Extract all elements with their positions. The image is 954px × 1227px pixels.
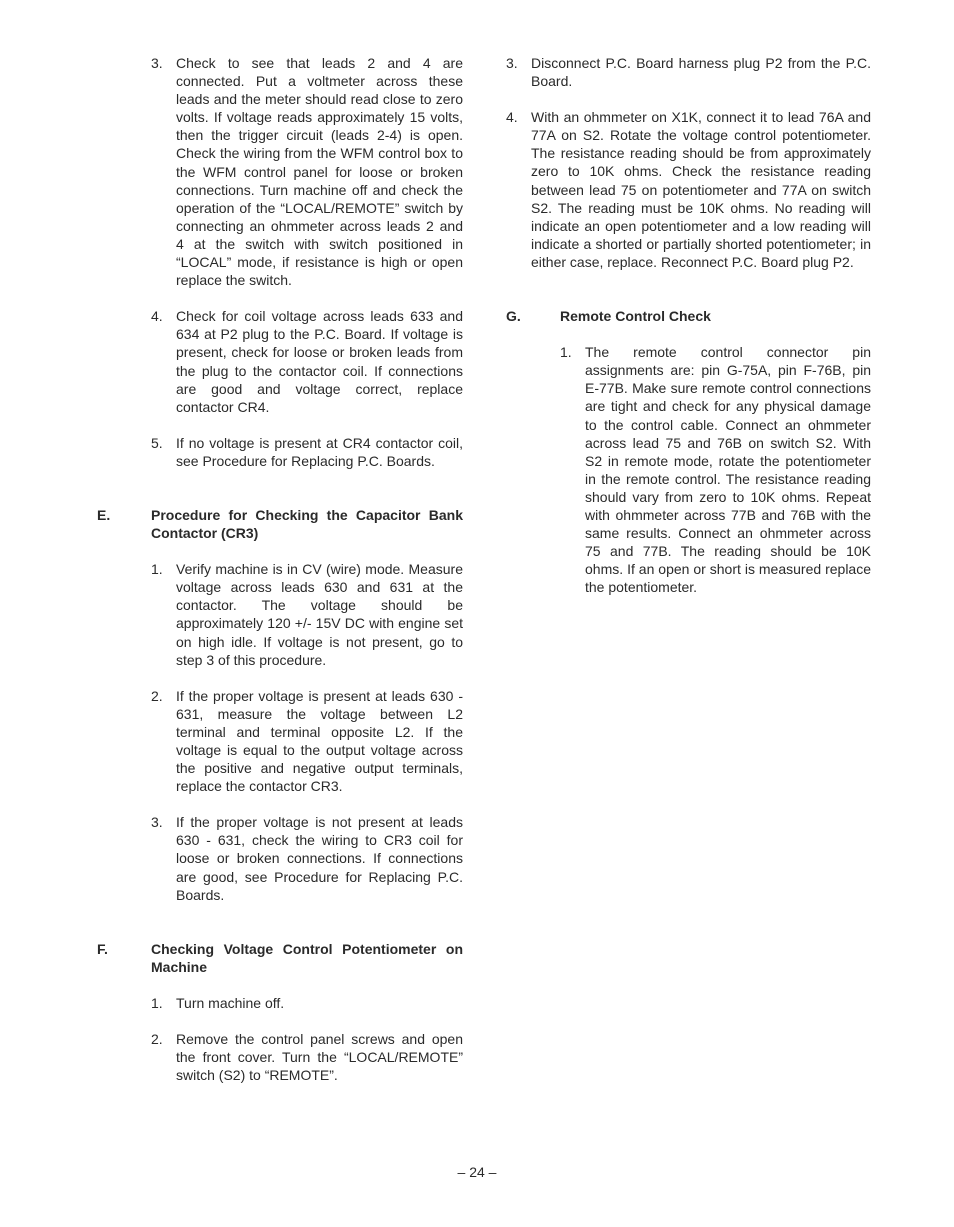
item-number: 2. <box>151 1031 163 1048</box>
list-item <box>506 108 871 271</box>
item-number: 1. <box>560 344 572 361</box>
item-text: The remote control connector pin assignments are: pin G-75A, pin F-76B, pin E-77B. Make sure remote control connections are tight and check for any physical damage to the control cable. Connect an ohmmeter across lead 75 and 76B on switch S2. With S2 in remote mode, rotate the potentiometer in the remote control. The resistance reading should vary from zero to 10K ohms. Repeat with ohmmeter across 77B and 76B with the same results. Connect an ohmmeter across 75 and 77B. The reading should be 10K ohms. If an open or short is measured replace the potentiometer. <box>585 344 871 596</box>
list-item <box>151 560 463 669</box>
list-item <box>151 813 463 903</box>
item-number: 5. <box>151 434 163 451</box>
list-item <box>151 434 463 470</box>
item-text: Verify machine is in CV (wire) mode. Measure voltage across leads 630 and 631 at the contactor. The voltage should be approximately 120 +/- 15V DC with engine set on high idle. If voltage is not present, go to step 3 of this procedure. <box>176 561 463 668</box>
list-item <box>506 54 871 90</box>
item-text: If no voltage is present at CR4 contactor coil, see Procedure for Replacing P.C. Boards. <box>176 434 463 469</box>
item-number: 1. <box>151 994 163 1011</box>
page-number: – 24 – <box>457 1164 497 1180</box>
item-number: 4. <box>506 109 518 126</box>
item-text: Remove the control panel screws and open the front cover. Turn the “LOCAL/REMOTE” switch (S2) to “REMOTE”. <box>176 1031 463 1084</box>
list-item <box>151 54 463 289</box>
item-number: 3. <box>151 55 163 71</box>
list-item <box>151 687 463 796</box>
item-text: With an ohmmeter on X1K, connect it to lead 76A and 77A on S2. Rotate the voltage control potentiometer. The resistance reading should be from approximately zero to 10K ohms. Check the resistance reading between lead 75 on potentiometer and 77A on switch S2. The reading must be 10K ohms. No reading will indicate an open potentiometer and a low reading will indicate a shorted or partially shorted potentiometer; in either case, replace. Reconnect P.C. Board plug P2. <box>531 109 871 270</box>
section-heading-f <box>97 940 463 976</box>
item-text: If the proper voltage is present at leads 630 - 631, measure the voltage between L2 terminal and terminal opposite L2. If the voltage is equal to the output voltage across the positive and negative output terminals, replace the contactor CR3. <box>176 687 463 795</box>
section-title: Procedure for Checking the Capacitor Bank Contactor (CR3) <box>151 506 463 542</box>
item-text: If the proper voltage is not present at leads 630 - 631, check the wiring to CR3 coil for loose or broken connections. If connections are good, see Procedure for Replacing P.C. Boards. <box>176 814 463 903</box>
item-number: 1. <box>151 561 163 578</box>
section-heading-e <box>97 506 463 542</box>
item-text: Disconnect P.C. Board harness plug P2 from the P.C. Board. <box>531 55 871 90</box>
list-item <box>151 1030 463 1084</box>
section-heading-g <box>506 307 871 325</box>
list-item <box>560 343 871 596</box>
section-letter: G. <box>506 308 521 325</box>
item-number: 4. <box>151 308 163 325</box>
section-letter: E. <box>97 506 111 523</box>
section-title: Checking Voltage Control Potentiometer on Machine <box>151 940 463 975</box>
section-title: Remote Control Check <box>560 308 711 325</box>
item-text: Check for coil voltage across leads 633 and 634 at P2 plug to the P.C. Board. If voltage is present, check for loose or broken leads from the plug to the contactor coil. If connections are good and voltage correct, replace contactor CR4. <box>176 308 463 415</box>
item-text: Check to see that leads 2 and 4 are connected. Put a voltmeter across these leads and the meter should read close to zero volts. If voltage reads approximately 15 volts, then the trigger circuit (leads 2-4) is open. Check the wiring from the WFM control box to the WFM control panel for loose or broken connections. Turn machine off and check the operation of the “LOCAL/REMOTE” switch by connecting an ohmmeter across leads 2 and 4 at the switch with switch positioned in “LOCAL” mode, if resistance is high or open replace the switch. <box>176 55 463 289</box>
list-item <box>151 994 463 1012</box>
item-text: Turn machine off. <box>176 994 285 1011</box>
left-column <box>97 54 463 1084</box>
item-number: 2. <box>151 687 163 704</box>
section-letter: F. <box>97 940 108 957</box>
list-item <box>151 307 463 416</box>
item-number: 3. <box>506 55 518 71</box>
item-number: 3. <box>151 814 163 831</box>
right-column <box>506 54 871 596</box>
